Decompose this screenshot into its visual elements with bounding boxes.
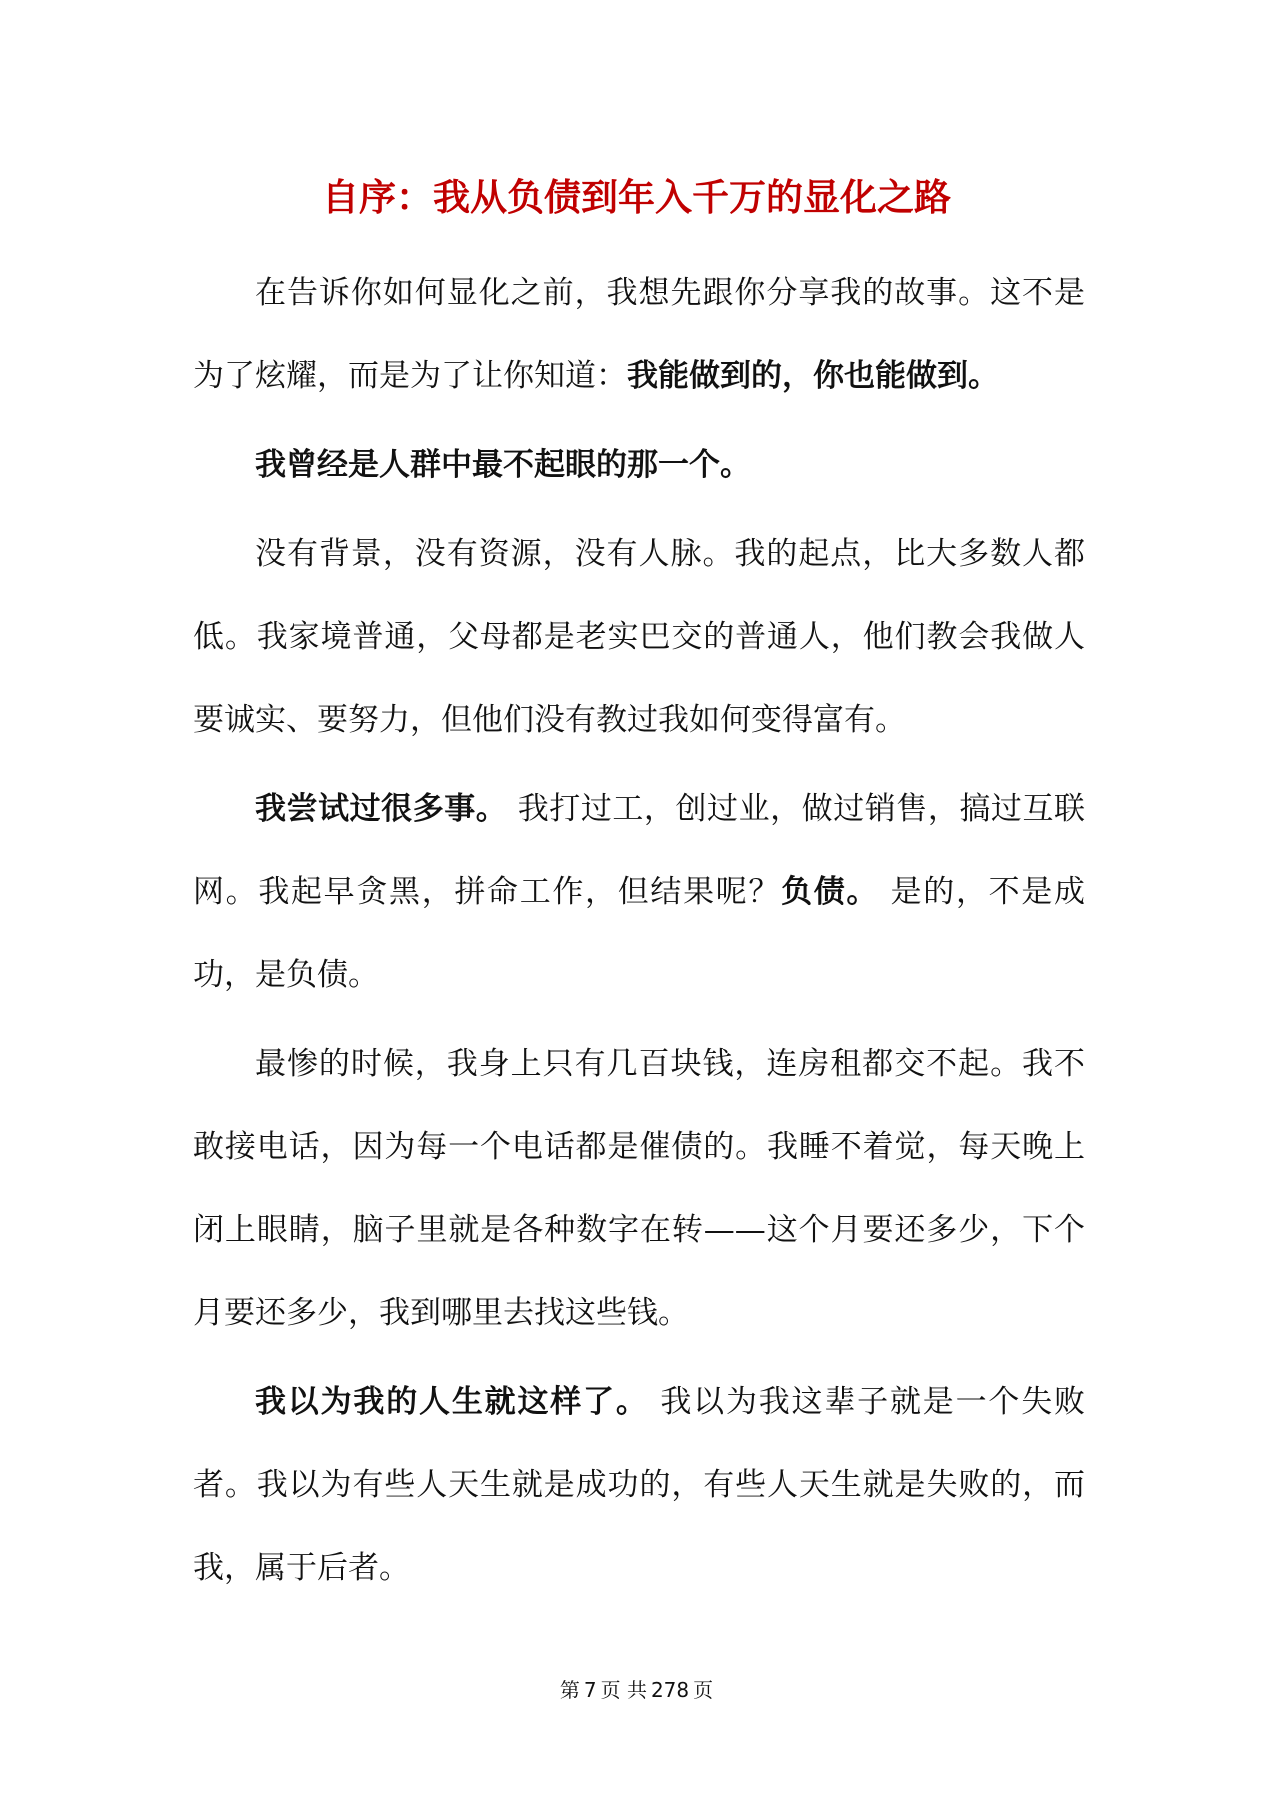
- paragraph-text: 我打过工，创过业，做过销售，搞过互联网。我起早贪黑，拼命工作，但结果呢？: [193, 791, 1086, 910]
- paragraph-6: [193, 1361, 1085, 1610]
- footer-suffix: 页: [693, 1678, 714, 1702]
- footer-current-page: 7: [583, 1678, 597, 1702]
- paragraph-text: 是的，不是成功，是负债。: [193, 874, 1085, 993]
- paragraph-2: [193, 424, 1085, 507]
- paragraph-bold-text: 我尝试过很多事。: [255, 791, 508, 827]
- paragraph-5: [193, 1023, 1085, 1355]
- paragraph-text: 在告诉你如何显化之前，我想先跟你分享我的故事。这不是为了炫耀，而是为了让你知道：: [193, 275, 1085, 394]
- paragraph-3: [193, 513, 1085, 762]
- paragraph-bold-text: 我曾经是人群中最不起眼的那一个。: [255, 447, 751, 483]
- paragraph-bold-text: 我以为我的人生就这样了。: [255, 1384, 649, 1420]
- paragraph-text: 没有背景，没有资源，没有人脉。我的起点，比大多数人都低。我家境普通，父母都是老实巴交的普通人，他们教会我做人要诚实、要努力，但他们没有教过我如何变得富有。: [193, 536, 1085, 738]
- paragraph-bold-text: 我能做到的，你也能做到。: [627, 358, 999, 394]
- footer-middle: 页 共: [600, 1678, 647, 1702]
- document-body: [193, 252, 1085, 1610]
- paragraph-text: 我以为我这辈子就是一个失败者。我以为有些人天生就是成功的，有些人天生就是失败的，而我，属于后者。: [193, 1384, 1085, 1586]
- paragraph-text: 最惨的时候，我身上只有几百块钱，连房租都交不起。我不敢接电话，因为每一个电话都是催债的。我睡不着觉，每天晚上闭上眼睛，脑子里就是各种数字在转——这个月要还多少，下个月要还多少，我到哪里去找这些钱。: [193, 1046, 1085, 1331]
- paragraph-4: [193, 768, 1085, 1017]
- footer-prefix: 第: [559, 1678, 580, 1702]
- footer-total-pages: 278: [650, 1678, 690, 1702]
- paragraph-bold-text: 负债。: [781, 874, 880, 910]
- paragraph-1: [193, 252, 1085, 418]
- page-title: 自序：我从负债到年入千万的显化之路: [322, 176, 951, 219]
- page-footer: [0, 1676, 1273, 1704]
